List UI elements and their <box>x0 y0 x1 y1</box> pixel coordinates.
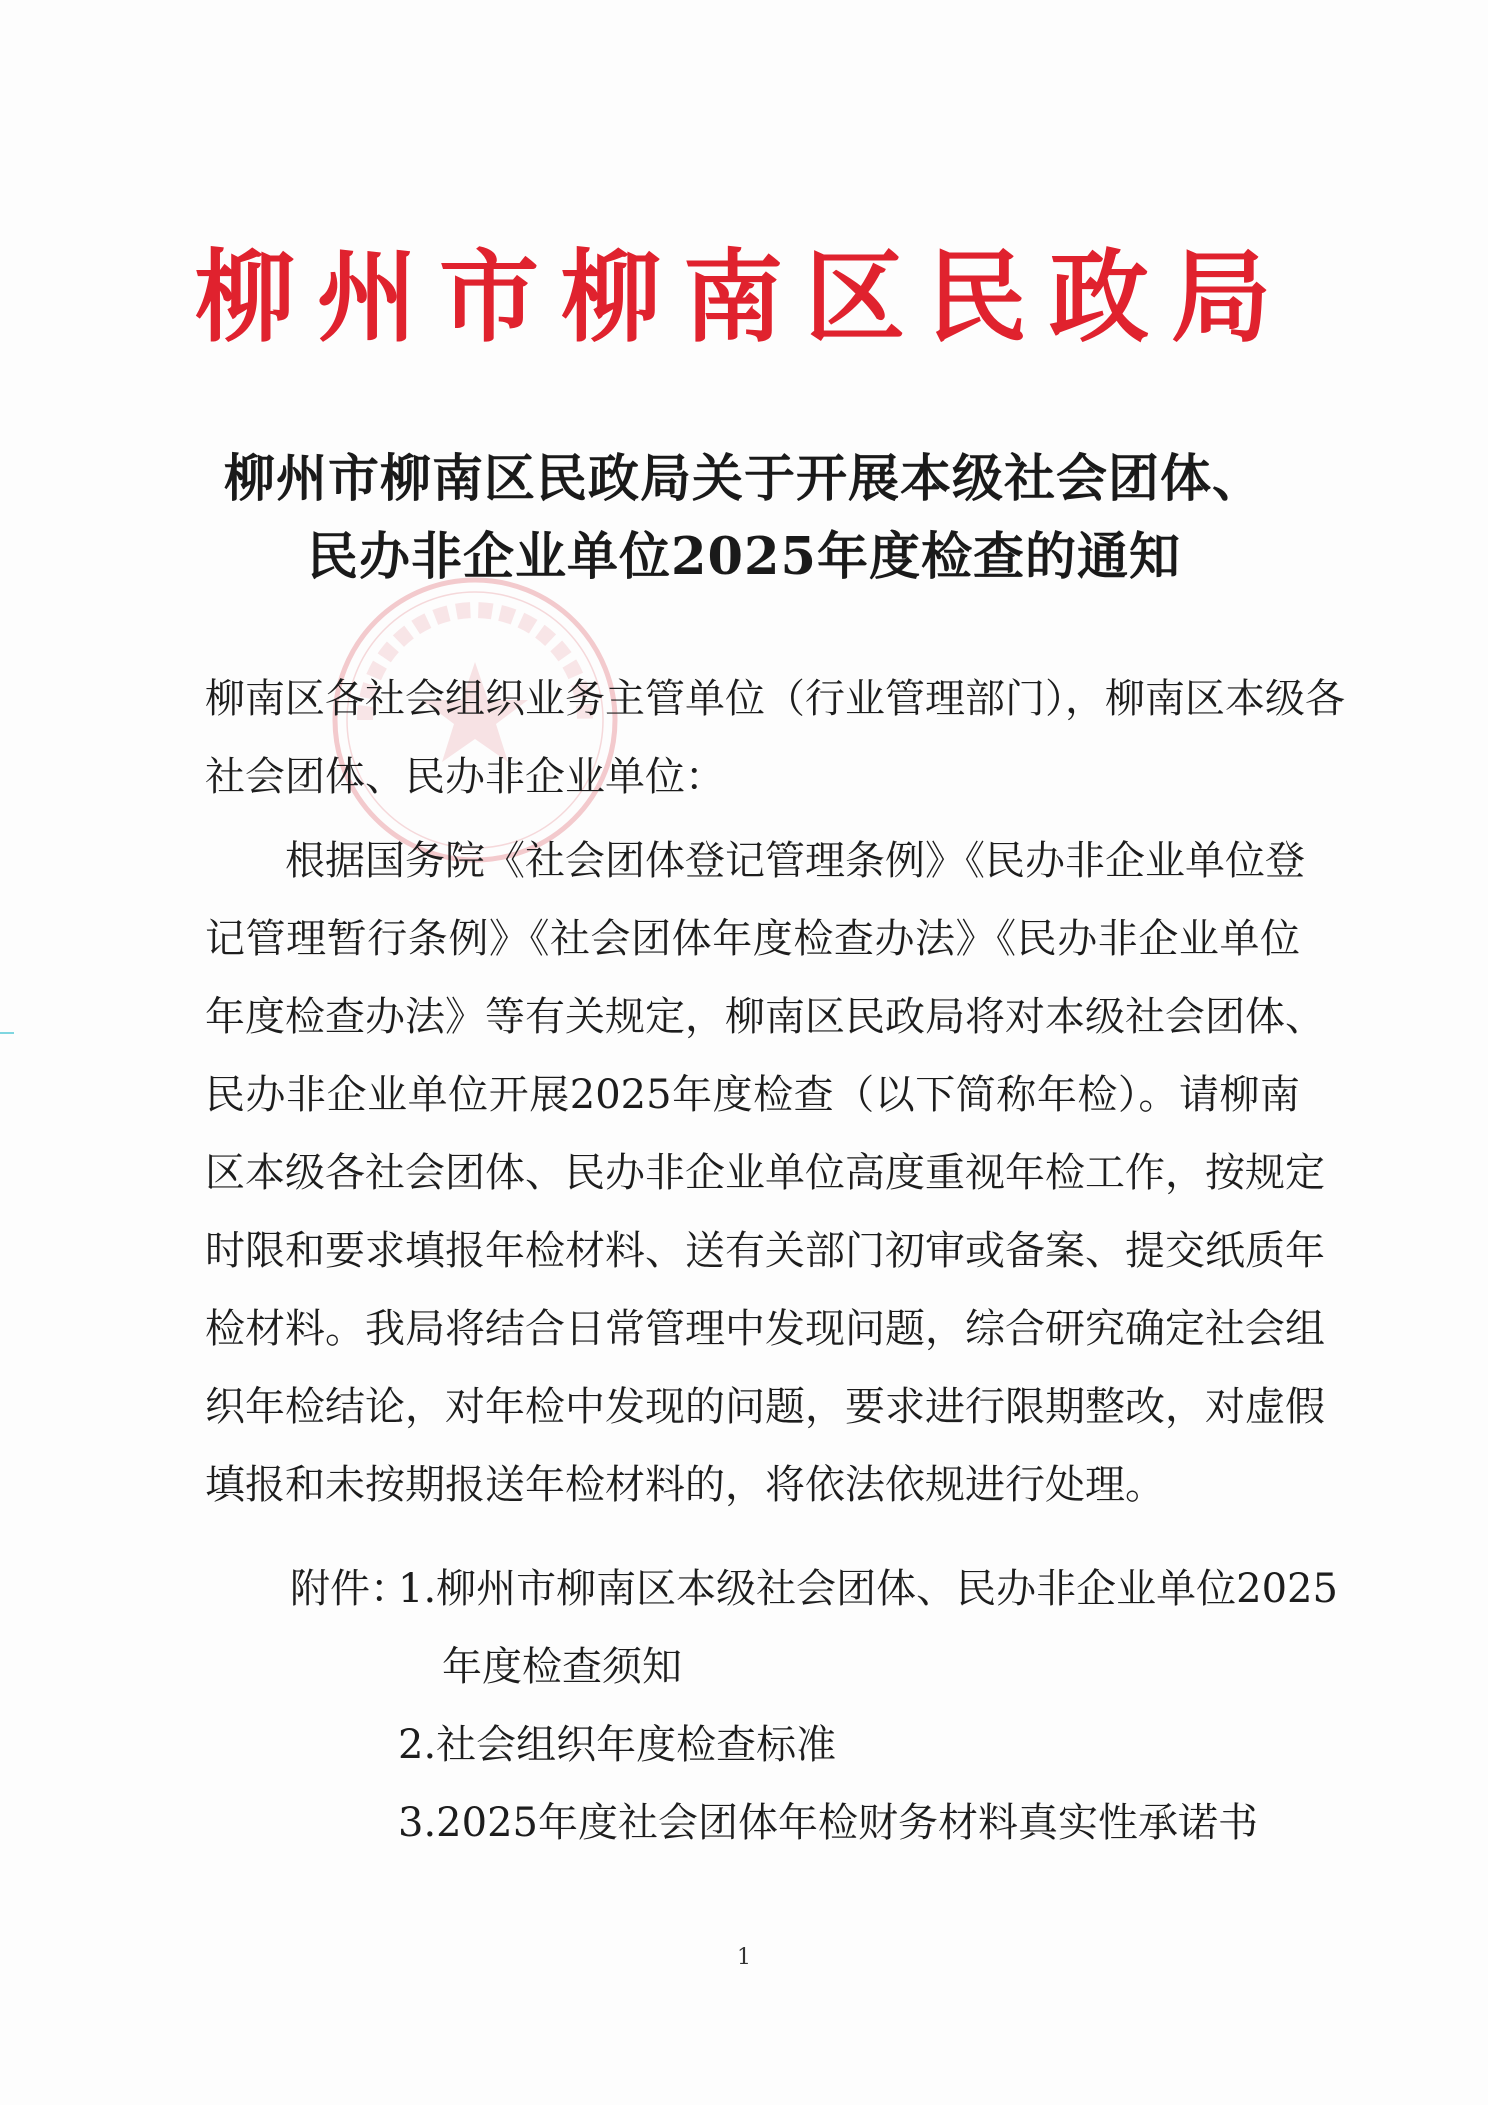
body-line: 根据国务院《社会团体登记管理条例》《民办非企业单位登 <box>285 838 1305 884</box>
body-line: 年度检查办法》等有关规定，柳南区民政局将对本级社会团体、 <box>205 994 1325 1040</box>
salutation-line: 社会团体、民办非企业单位： <box>205 754 725 800</box>
body-line: 织年检结论，对年检中发现的问题，要求进行限期整改，对虚假 <box>205 1384 1325 1430</box>
title-line-2: 民办非企业单位2025年度检查的通知 <box>307 527 1181 587</box>
attachment-title: 2.社会组织年度检查标准 <box>398 1722 837 1768</box>
salutation-line: 柳南区各社会组织业务主管单位（行业管理部门），柳南区本级各 <box>205 676 1345 722</box>
page-number: 1 <box>737 1945 751 1970</box>
body-line: 民办非企业单位开展2025年度检查（以下简称年检）。请柳南 <box>205 1072 1300 1118</box>
attachment-item <box>290 1550 1338 1628</box>
attachment-item <box>290 1784 1310 1862</box>
body-paragraph <box>205 822 1325 1524</box>
attachments-list <box>290 1550 1338 1862</box>
body-line: 区本级各社会团体、民办非企业单位高度重视年检工作，按规定 <box>205 1150 1325 1196</box>
body-line: 检材料。我局将结合日常管理中发现问题，综合研究确定社会组 <box>205 1306 1325 1352</box>
scan-edge-mark <box>0 1032 14 1034</box>
salutation <box>205 660 1345 816</box>
attachment-item <box>290 1706 1310 1784</box>
attachment-item-continuation <box>290 1628 1310 1706</box>
body-line: 填报和未按期报送年检材料的，将依法依规进行处理。 <box>205 1462 1165 1508</box>
attachment-title: 3.2025年度社会团体年检财务材料真实性承诺书 <box>398 1800 1258 1846</box>
attachment-title-continuation: 年度检查须知 <box>442 1644 682 1690</box>
body-line: 时限和要求填报年检材料、送有关部门初审或备案、提交纸质年 <box>205 1228 1325 1274</box>
attachment-title: 1.柳州市柳南区本级社会团体、民办非企业单位2025 <box>398 1566 1338 1612</box>
attachments-label: 附件： <box>290 1566 410 1612</box>
letterhead-title: 柳州市柳南区民政局 <box>195 239 1293 356</box>
body-line: 记管理暂行条例》《社会团体年度检查办法》《民办非企业单位 <box>205 916 1300 962</box>
title-line-1: 柳州市柳南区民政局关于开展本级社会团体、 <box>223 449 1264 509</box>
document-title <box>150 440 1338 596</box>
